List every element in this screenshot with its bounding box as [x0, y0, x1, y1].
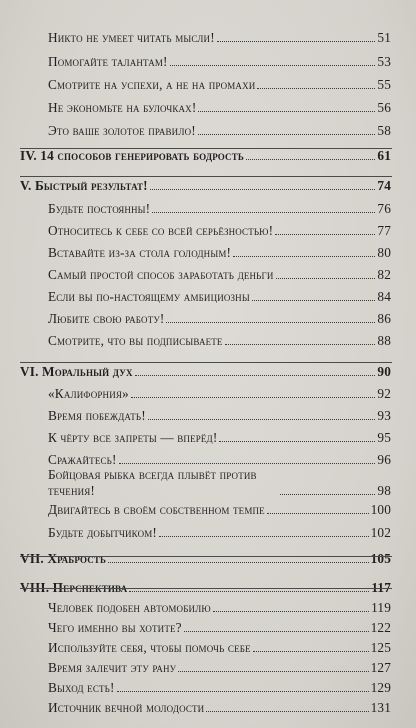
toc-entry — [0, 73, 391, 93]
toc-entry — [0, 465, 391, 499]
dot-leader — [131, 397, 376, 398]
toc-entry-page-number: 80 — [377, 245, 391, 260]
toc-entry-title: «Калифорния» — [48, 386, 129, 401]
section-divider — [20, 588, 392, 589]
toc-entry-page-number: 77 — [377, 223, 391, 238]
dot-leader — [267, 513, 369, 514]
toc-entry-title: Не экономьте на булочках! — [48, 100, 197, 115]
toc-chapter-entry — [0, 174, 391, 194]
section-divider — [20, 176, 392, 177]
toc-entry-page-number: 56 — [377, 100, 391, 115]
toc-entry-title: Время залечит эту рану — [48, 660, 177, 675]
toc-entry-title: IV. 14 способов генерировать бодрость — [20, 148, 244, 163]
section-divider — [20, 148, 392, 149]
dot-leader — [178, 671, 368, 672]
dot-leader — [129, 591, 369, 592]
toc-entry-page-number: 98 — [377, 483, 391, 498]
toc-entry-page-number: 129 — [370, 680, 391, 695]
toc-entry-title: Бойцовая рыбка всегда плывёт против течения! — [48, 467, 257, 498]
dot-leader — [257, 88, 375, 89]
dot-leader — [148, 419, 376, 420]
toc-entry-title: Время побеждать! — [48, 408, 146, 423]
dot-leader — [170, 65, 376, 66]
toc-entry — [0, 26, 391, 46]
toc-entry — [0, 197, 391, 217]
toc-entry — [0, 285, 391, 305]
dot-leader — [206, 711, 368, 712]
dot-leader — [119, 463, 376, 464]
dot-leader — [198, 134, 376, 135]
toc-entry-title: Относитесь к себе со всей серьёзностью! — [48, 223, 274, 238]
toc-entry-page-number: 86 — [377, 311, 391, 326]
toc-entry-title: Помогайте талантам! — [48, 54, 168, 69]
dot-leader — [219, 441, 375, 442]
toc-entry-title: Используйте себя, чтобы помочь себе — [48, 640, 251, 655]
toc-entry — [0, 656, 391, 676]
toc-entry-page-number: 82 — [377, 267, 391, 282]
toc-entry — [0, 50, 391, 70]
toc-entry-page-number: 131 — [370, 700, 391, 715]
dot-leader — [276, 278, 376, 279]
dot-leader — [117, 691, 369, 692]
toc-entry-page-number: 125 — [370, 640, 391, 655]
toc-entry-title: Вставайте из-за стола голодным! — [48, 245, 232, 260]
toc-entry-page-number: 90 — [377, 364, 391, 379]
toc-entry-page-number: 102 — [370, 525, 391, 540]
dot-leader — [213, 611, 369, 612]
toc-entry-title: VIII. Перспектива — [20, 580, 128, 595]
toc-entry — [0, 119, 391, 139]
toc-entry-page-number: 100 — [370, 502, 391, 517]
toc-entry-title: К чёрту все запреты — вперёд! — [48, 430, 218, 445]
dot-leader — [166, 322, 375, 323]
toc-entry — [0, 382, 391, 402]
dot-leader — [253, 651, 369, 652]
toc-entry — [0, 596, 391, 616]
toc-entry-title: Выход есть! — [48, 680, 115, 695]
dot-leader — [198, 111, 375, 112]
dot-leader — [233, 256, 375, 257]
toc-entry-title: Никто не умеет читать мысли! — [48, 30, 215, 45]
toc-entry — [0, 426, 391, 446]
dot-leader — [280, 494, 375, 495]
toc-entry — [0, 219, 391, 239]
section-divider — [20, 556, 392, 557]
toc-entry-page-number: 76 — [377, 201, 391, 216]
toc-entry-page-number: 55 — [377, 77, 391, 92]
toc-entry-title: Будьте постоянны! — [48, 201, 151, 216]
toc-entry-page-number: 61 — [377, 148, 391, 163]
toc-entry — [0, 498, 391, 518]
dot-leader — [108, 562, 368, 563]
toc-entry-page-number: 84 — [377, 289, 391, 304]
toc-entry-title: Источник вечной молодости — [48, 700, 205, 715]
toc-entry-page-number: 122 — [370, 620, 391, 635]
dot-leader — [150, 189, 376, 190]
toc-entry — [0, 263, 391, 283]
toc-entry-title: VI. Моральный дух — [20, 364, 133, 379]
dot-leader — [217, 41, 376, 42]
toc-entry-page-number: 96 — [377, 452, 391, 467]
toc-entry-page-number: 88 — [377, 333, 391, 348]
toc-entry — [0, 521, 391, 541]
toc-entry-title: Самый простой способ заработать деньги — [48, 267, 274, 282]
toc-entry-title: Человек подобен автомобилю — [48, 600, 211, 615]
toc-entry-page-number: 105 — [370, 551, 391, 566]
dot-leader — [184, 631, 369, 632]
toc-entry-page-number: 117 — [371, 580, 391, 595]
toc-entry-page-number: 51 — [377, 30, 391, 45]
toc-entry-page-number: 93 — [377, 408, 391, 423]
toc-entry-title: Чего именно вы хотите? — [48, 620, 182, 635]
toc-entry-title: Смотрите, что вы подписываете — [48, 333, 223, 348]
toc-entry — [0, 307, 391, 327]
dot-leader — [135, 375, 376, 376]
toc-chapter-entry — [0, 576, 391, 596]
toc-chapter-entry — [0, 360, 391, 380]
dot-leader — [275, 234, 375, 235]
toc-entry-title: Будьте добытчиком! — [48, 525, 157, 540]
toc-entry-page-number: 53 — [377, 54, 391, 69]
dot-leader — [152, 212, 375, 213]
dot-leader — [252, 300, 376, 301]
toc-entry — [0, 404, 391, 424]
dot-leader — [246, 159, 375, 160]
toc-entry — [0, 329, 391, 349]
toc-entry-page-number: 127 — [370, 660, 391, 675]
dot-leader — [159, 536, 369, 537]
toc-entry — [0, 636, 391, 656]
toc-entry-title: V. Быстрый результат! — [20, 178, 148, 193]
toc-entry-title: VII. Храбрость — [20, 551, 107, 566]
dot-leader — [225, 344, 376, 345]
toc-entry-page-number: 119 — [371, 600, 391, 615]
toc-entry — [0, 696, 391, 716]
toc-entry-title: Смотрите на успехи, а не на промахи — [48, 77, 256, 92]
toc-entry — [0, 241, 391, 261]
toc-entry-title: Сражайтесь! — [48, 452, 117, 467]
toc-entry-title: Если вы по-настоящему амбициозны — [48, 289, 250, 304]
toc-entry — [0, 96, 391, 116]
toc-entry-page-number: 74 — [377, 178, 391, 193]
toc-chapter-entry — [0, 144, 391, 164]
toc-entry — [0, 676, 391, 696]
toc-entry — [0, 616, 391, 636]
toc-entry-page-number: 58 — [377, 123, 391, 138]
toc-entry-title: Это ваше золотое правило! — [48, 123, 196, 138]
toc-entry-page-number: 95 — [377, 430, 391, 445]
toc-entry-page-number: 92 — [377, 386, 391, 401]
toc-chapter-entry — [0, 547, 391, 567]
toc-entry-title: Двигайтесь в своём собственном темпе — [48, 502, 265, 517]
toc-entry-title: Любите свою работу! — [48, 311, 165, 326]
section-divider — [20, 362, 392, 363]
